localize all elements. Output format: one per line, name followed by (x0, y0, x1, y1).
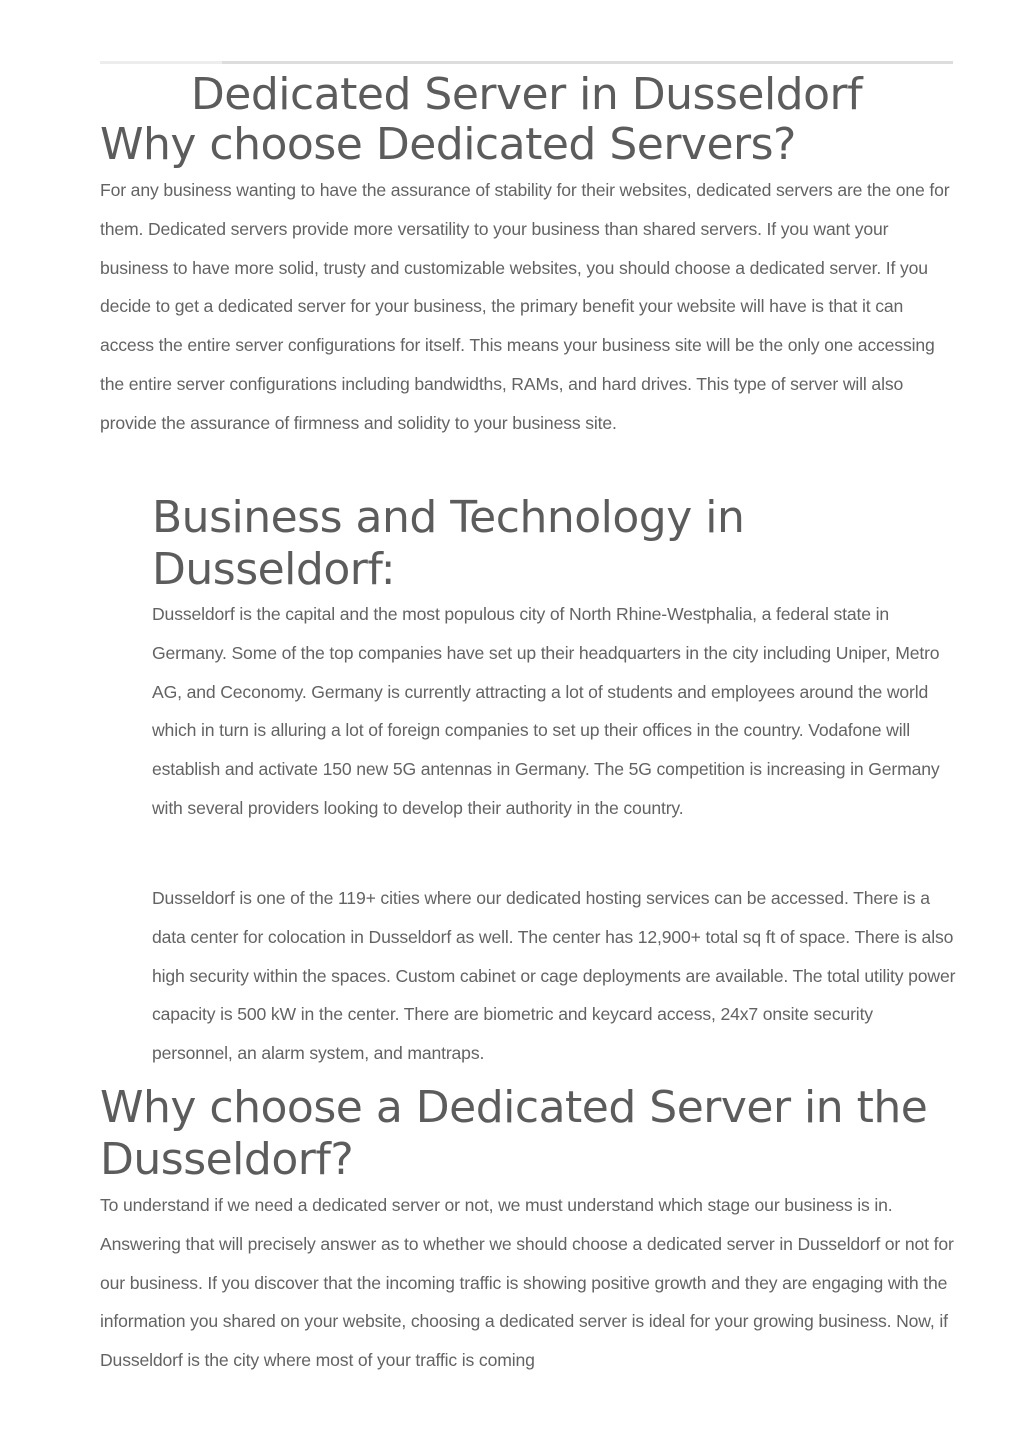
top-divider-accent (100, 61, 222, 64)
top-divider (100, 61, 953, 64)
section-paragraph-why-dedicated: For any business wanting to have the assurance of stability for their websites, dedicated servers are the one for them. Dedicated servers provide more versatility to your business than shared servers. If you want your business to have more solid, trusty and customizable websites, you should choose a dedicated server. If you decide to get a dedicated server for your business, the primary benefit your website will have is that it can access the entire server configurations for itself. This means your business site will be the only one accessing the entire server configurations including bandwidths, RAMs, and hard drives. This type of server will also provide the assurance of firmness and solidity to your business site. (100, 180, 950, 433)
page-title: Dedicated Server in Dusseldorf (190, 69, 863, 120)
section-paragraph-business-technology: Dusseldorf is the capital and the most populous city of North Rhine-Westphalia, a federal state in Germany. Some of the top companies have set up their headquarters in the city including Uniper, Metro AG, and Ceconomy. Germany is currently attracting a lot of students and employees around the world which in turn is alluring a lot of foreign companies to set up their offices in the country. Vodafone will establish and activate 150 new 5G antennas in Germany. The 5G competition is increasing in Germany with several providers looking to develop their authority in the country. (152, 604, 940, 818)
section-heading-business-technology: Business and Technology in Dusseldorf: (152, 492, 745, 595)
section-paragraph-data-center: Dusseldorf is one of the 119+ cities where our dedicated hosting services can be accessed. There is a data center for colocation in Dusseldorf as well. The center has 12,900+ total sq ft of space. There is also high security within the spaces. Custom cabinet or cage deployments are available. The total utility power capacity is 500 kW in the center. There are biometric and keycard access, 24x7 onsite security personnel, an alarm system, and mantraps. (152, 888, 956, 1064)
section-heading-why-dusseldorf: Why choose a Dedicated Server in the Dusseldorf? (100, 1082, 928, 1185)
section-paragraph-why-dusseldorf: To understand if we need a dedicated server or not, we must understand which stage our business is in. Answering that will precisely answer as to whether we should choose a dedicated server in Dusseldorf or not for our business. If you discover that the incoming traffic is showing positive growth and they are engaging with the information you shared on your website, choosing a dedicated server is ideal for your growing business. Now, if Dusseldorf is the city where most of your traffic is coming (100, 1195, 954, 1371)
section-heading-why-dedicated: Why choose Dedicated Servers? (100, 119, 796, 170)
